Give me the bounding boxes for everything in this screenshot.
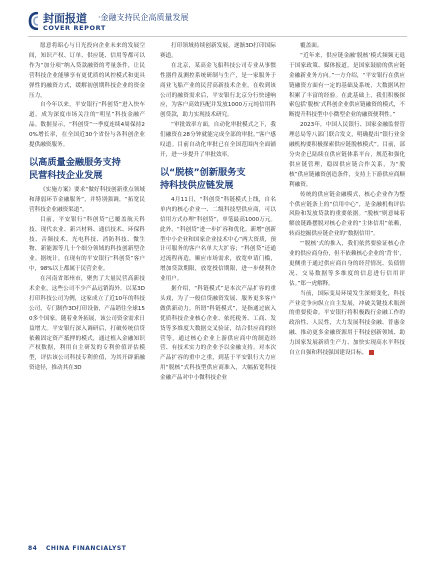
page-footer <box>28 545 132 552</box>
article-column-1 <box>29 42 145 374</box>
section-subtitle: ·金融支持民企高质量发展 <box>98 13 189 22</box>
body-paragraph: 愿意将昭心与日光投向企业未来的发展空间，知识产权、订单、供应链、信用等都可以作为“加分项”纳入贷款融资的考量条件，让民营科技企业能够享有更优质的风控模式和更具弹性的融资方式，缓解初创期科技企业的资金压力。 <box>29 43 145 99</box>
body-paragraph: 4月11日，“科创贷”科链模式上线，自名单内的核心企业一、二级科技型供应商，可以信用方式办理“科创贷”，单笔最高1000万元。此外，“科创贷”进一步扩容和优化。新增“创新型中小企业和国家企业技术中心”两大资质，预计可服务的客户名单大大扩容；“科创贷”还通过流程再造，顺应市场需求，放宽申请门槛，增加贷款期限，放宽授信期限，进一步便利企业用户。 <box>160 196 276 283</box>
body-paragraph: 2023年，中国人民银行、国家金融监督管理总局等八部门联合发文，明确提出“银行业金融机构要积极探索供应链脱核模式”。目前，部分央企已陆续在供应链体系平台，规范和强化供应链管理，稳固供应链合作关系，为“脱核”供应链融资创造条件，支持上下游供应商顺利融资。 <box>289 122 405 188</box>
body-paragraph: 目前，平安银行“科创贷”已覆盖航天科技、现代农业、新兴材料、通信技术、环保科技、音频技术、光电科技、消防科技、微生物、新能源等几十个细分领域的科技创新型企业。据统计，在现有的平安银行“科创贷”客户中，98%以上都属于民营企业。 <box>29 216 145 273</box>
article-column-3 <box>289 42 405 359</box>
section-heading-line: 以高质量金融服务支持 <box>29 156 121 168</box>
body-paragraph: 在北京，某高金飞船科技公司专业从事惯性器件及测控系统研制与生产，是一家服务于商业飞船产业的民营高新技术企业，在收到该公司的融资需求后，平安银行北京分行快速响应，为客户高效匹配并发放1000万元纯信用科创贷款，助力实现技术研究。 <box>160 62 276 119</box>
body-paragraph: 传统的供应链金融模式，核心企业作为整个供应链条上的“信用中心”，是金融机构评估风险和发放贷款的重要依据。“脱核”则意味着解放链路摆脱对核心企业的“主体信用”依赖，转而挖掘供应链企业的“数据信用”。 <box>289 191 405 238</box>
section-heading-line: 民营科技企业发展 <box>29 169 103 181</box>
page-number: 84 <box>28 545 38 552</box>
body-paragraph: 当前，国际变局环境发生深刻变化，科技产业竞争向纵立自主发展，冲破关键技术瓶颈的重要使命。平安银行将积极践行金融工作的政治性、人民性，大力发展科技金融、普惠金融、推动更多金融资源用于科技创新领域、助力国家发展新质生产力、加快实现高水平科技自立自强和科技强国建设目标。 <box>289 290 405 357</box>
section-heading-line: 以“脱核”创新服务支 <box>160 166 246 178</box>
section-title-english: COVER REPORT <box>43 24 106 32</box>
body-paragraph: 在河南省郑州市，聚焦了大量民营高新技术企业，这些公司不少产品远销海外。以某3D打印科技公司为例，这家成立了近10年的科技公司，专门制作3D打印设备，产品销往全球150多个国家。随着业务拓展，该公司资金需求日益增大。平安银行深入调研后，打破传统信贷依赖固定资产抵押的模式，通过植入金融知识产权数据，利用自主研发的专利价值评估模型，评估该公司科技专利价值，为其开辟新融资途径，推动其在3D <box>29 276 145 372</box>
body-paragraph: 《实施方案》要求“做好科技创新重点领域和薄弱环节金融服务”，并特别强调，“拓宽民营科技企业融资渠道”。 <box>29 186 145 213</box>
section-title: 封面报道 <box>43 12 87 25</box>
article-column-2 <box>160 42 276 384</box>
body-paragraph: 据介绍，“科链模式”是本次产品扩容的重头戏，为了一般信贷融资发展、服务更多客户做供新动力，所谓“科链模式”，是指通过嵌入优质科技企业核心企业、依托税务、工商、发货等多维度大数据交叉验证，结合供应商的经营等，通过核心企业上游供应商中的制造经营、有技术实力的企业予以金融支持。对本次产品扩容的重中之重，到基于平安银行大力应用“脱核”式科技型供应商准入，大幅拓宽科技金融产品对中小微科技企业 <box>160 286 276 382</box>
section-logo-icon <box>28 12 40 30</box>
body-paragraph: 覆盖面。 <box>300 43 323 49</box>
section-heading <box>29 156 145 182</box>
body-paragraph: “‘脱核’式的推入，我们依然要验证核心企业的供应商身份，但不依赖核心企业的‘背书’，更侧重于通过供应商自身的经营情况、负债情况、交易数据等多维度的信息进行信用评估。”郑一虎解释。 <box>289 241 405 287</box>
section-header <box>28 9 407 35</box>
section-heading-line: 持科技供应链发展 <box>160 179 234 191</box>
body-paragraph: 打印领域持续创新发展，逐渐3D打印国际赛道。 <box>160 43 276 59</box>
article-end-icon <box>369 350 374 355</box>
magazine-name: CHINA FINANCIALYST <box>45 545 127 552</box>
section-heading <box>160 166 276 192</box>
body-paragraph: “近年来，供应链金融‘脱核’模式频频无退于国家政策、媒体报道，是国家鼓励的供应链金融新业务方向。”一方介绍，“平安银行在供应链融资方面有一定的基础及系统，大数据风控积累了丰富的经验。在此基础上，我们积极探索包括‘脱核’式科创企业供应链融资的模式，不断提升科技型中小微型企业的融资便利性。” <box>289 52 405 119</box>
body-paragraph: 自今年以来，平安银行“科创贷”进入快车道，成为深度市场关注的“明星”科技金融产品。数据显示，“科创贷”一季度连续4周保持20%增长率，在全国近30个省份与各科创企业提供融资服务。 <box>29 102 145 149</box>
header-divider <box>28 36 407 37</box>
body-paragraph: “审批效率方面，自动化审批模式之下，我们融资在28分钟就能完成全部的审批。”客户感叹道。目前自动化审批已在全国范围内全面铺开，进一步提升了审批效率。 <box>160 122 276 158</box>
